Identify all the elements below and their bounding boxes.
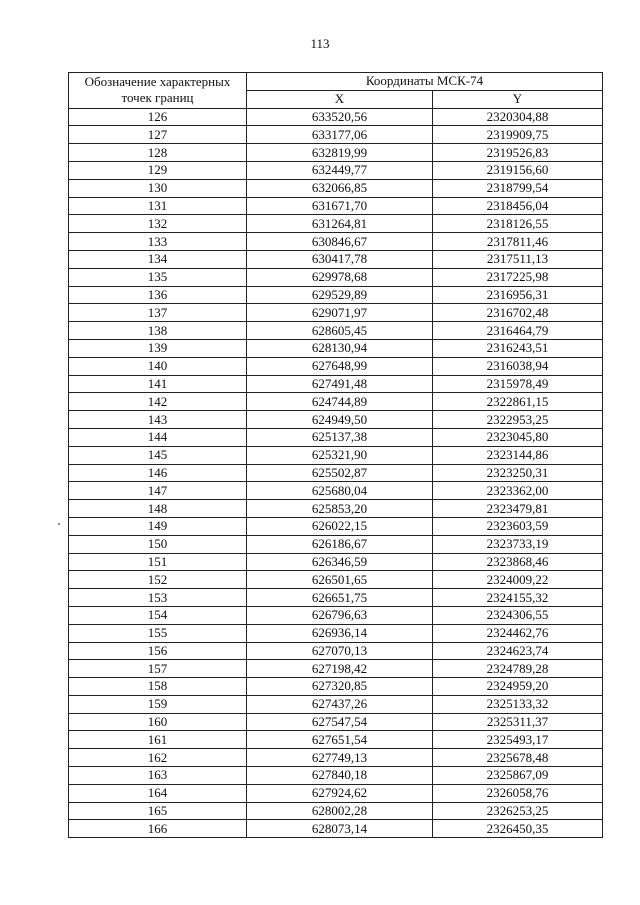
point-id-cell: 159 xyxy=(69,695,247,713)
point-id-cell: 127 xyxy=(69,126,247,144)
x-coordinate-cell: 626936,14 xyxy=(247,624,433,642)
point-id-cell: 149 xyxy=(69,517,247,535)
x-coordinate-cell: 633520,56 xyxy=(247,108,433,126)
point-id-cell: 140 xyxy=(69,357,247,375)
point-id-cell: 154 xyxy=(69,606,247,624)
point-id-cell: 131 xyxy=(69,197,247,215)
point-id-cell: 142 xyxy=(69,393,247,411)
y-coordinate-cell: 2317225,98 xyxy=(433,268,603,286)
table-row xyxy=(69,233,603,251)
y-coordinate-cell: 2325133,32 xyxy=(433,695,603,713)
x-coordinate-cell: 626022,15 xyxy=(247,517,433,535)
x-coordinate-cell: 630417,78 xyxy=(247,250,433,268)
table-row xyxy=(69,731,603,749)
x-coordinate-cell: 628002,28 xyxy=(247,802,433,820)
point-id-cell: 150 xyxy=(69,535,247,553)
coordinates-table xyxy=(68,72,603,838)
table-row xyxy=(69,464,603,482)
x-coordinate-cell: 628605,45 xyxy=(247,322,433,340)
x-coordinate-cell: 627749,13 xyxy=(247,749,433,767)
table-row xyxy=(69,197,603,215)
point-id-cell: 141 xyxy=(69,375,247,393)
page-number: 113 xyxy=(310,36,330,51)
x-coordinate-cell: 626651,75 xyxy=(247,589,433,607)
y-coordinate-cell: 2323868,46 xyxy=(433,553,603,571)
table-body xyxy=(69,108,603,838)
y-coordinate-cell: 2324623,74 xyxy=(433,642,603,660)
y-coordinate-cell: 2316464,79 xyxy=(433,322,603,340)
x-coordinate-cell: 629529,89 xyxy=(247,286,433,304)
x-coordinate-cell: 627198,42 xyxy=(247,660,433,678)
point-id-cell: 132 xyxy=(69,215,247,233)
table-row xyxy=(69,126,603,144)
table-row xyxy=(69,375,603,393)
table-row xyxy=(69,535,603,553)
x-coordinate-cell: 633177,06 xyxy=(247,126,433,144)
y-coordinate-cell: 2319156,60 xyxy=(433,161,603,179)
y-coordinate-cell: 2325311,37 xyxy=(433,713,603,731)
x-coordinate-cell: 627924,62 xyxy=(247,784,433,802)
x-coordinate-cell: 625680,04 xyxy=(247,482,433,500)
y-coordinate-cell: 2323603,59 xyxy=(433,517,603,535)
y-coordinate-cell: 2323144,86 xyxy=(433,446,603,464)
point-id-cell: 166 xyxy=(69,820,247,838)
y-coordinate-cell: 2315978,49 xyxy=(433,375,603,393)
table-row xyxy=(69,108,603,126)
x-coordinate-cell: 627437,26 xyxy=(247,695,433,713)
table-row xyxy=(69,411,603,429)
x-coordinate-cell: 632066,85 xyxy=(247,179,433,197)
y-coordinate-cell: 2323250,31 xyxy=(433,464,603,482)
point-id-cell: 152 xyxy=(69,571,247,589)
y-coordinate-cell: 2324959,20 xyxy=(433,678,603,696)
y-coordinate-cell: 2323045,80 xyxy=(433,428,603,446)
table-row xyxy=(69,446,603,464)
table-row xyxy=(69,322,603,340)
point-id-cell: 135 xyxy=(69,268,247,286)
x-coordinate-cell: 627840,18 xyxy=(247,767,433,785)
scan-speck xyxy=(58,523,60,525)
y-coordinate-cell: 2324306,55 xyxy=(433,606,603,624)
point-id-cell: 145 xyxy=(69,446,247,464)
y-coordinate-cell: 2316702,48 xyxy=(433,304,603,322)
table-row xyxy=(69,802,603,820)
x-coordinate-cell: 627320,85 xyxy=(247,678,433,696)
x-coordinate-cell: 632449,77 xyxy=(247,161,433,179)
x-coordinate-cell: 625137,38 xyxy=(247,428,433,446)
y-coordinate-cell: 2324155,32 xyxy=(433,589,603,607)
point-id-cell: 162 xyxy=(69,749,247,767)
table-row xyxy=(69,268,603,286)
x-coordinate-cell: 626796,63 xyxy=(247,606,433,624)
table-row xyxy=(69,215,603,233)
y-coordinate-cell: 2325678,48 xyxy=(433,749,603,767)
x-coordinate-cell: 630846,67 xyxy=(247,233,433,251)
table-row xyxy=(69,144,603,162)
x-coordinate-cell: 627648,99 xyxy=(247,357,433,375)
y-coordinate-cell: 2318799,54 xyxy=(433,179,603,197)
table-row xyxy=(69,820,603,838)
point-id-cell: 165 xyxy=(69,802,247,820)
point-id-cell: 137 xyxy=(69,304,247,322)
x-coordinate-cell: 624949,50 xyxy=(247,411,433,429)
table-row xyxy=(69,695,603,713)
table-row xyxy=(69,179,603,197)
y-coordinate-cell: 2324009,22 xyxy=(433,571,603,589)
point-id-cell: 157 xyxy=(69,660,247,678)
point-id-cell: 146 xyxy=(69,464,247,482)
x-coordinate-cell: 625321,90 xyxy=(247,446,433,464)
x-coordinate-cell: 626501,65 xyxy=(247,571,433,589)
point-id-cell: 134 xyxy=(69,250,247,268)
point-id-cell: 128 xyxy=(69,144,247,162)
point-id-cell: 129 xyxy=(69,161,247,179)
y-coordinate-cell: 2319526,83 xyxy=(433,144,603,162)
table-row xyxy=(69,428,603,446)
point-id-cell: 136 xyxy=(69,286,247,304)
table-row xyxy=(69,606,603,624)
table-row xyxy=(69,624,603,642)
x-coordinate-cell: 627491,48 xyxy=(247,375,433,393)
y-coordinate-cell: 2317511,13 xyxy=(433,250,603,268)
table-row xyxy=(69,517,603,535)
point-id-cell: 148 xyxy=(69,500,247,518)
x-coordinate-cell: 624744,89 xyxy=(247,393,433,411)
table-row xyxy=(69,393,603,411)
y-coordinate-cell: 2316243,51 xyxy=(433,339,603,357)
y-coordinate-cell: 2322953,25 xyxy=(433,411,603,429)
header-coordinate-system: Координаты МСК-74 xyxy=(247,73,603,91)
y-coordinate-cell: 2322861,15 xyxy=(433,393,603,411)
y-coordinate-cell: 2326450,35 xyxy=(433,820,603,838)
x-coordinate-cell: 629978,68 xyxy=(247,268,433,286)
x-coordinate-cell: 625853,20 xyxy=(247,500,433,518)
x-coordinate-cell: 626346,59 xyxy=(247,553,433,571)
header-boundary-points: Обозначение характерных точек границ xyxy=(69,73,247,109)
x-coordinate-cell: 631671,70 xyxy=(247,197,433,215)
table-row xyxy=(69,767,603,785)
y-coordinate-cell: 2323733,19 xyxy=(433,535,603,553)
y-coordinate-cell: 2316956,31 xyxy=(433,286,603,304)
y-coordinate-cell: 2317811,46 xyxy=(433,233,603,251)
table-row xyxy=(69,678,603,696)
x-coordinate-cell: 626186,67 xyxy=(247,535,433,553)
y-coordinate-cell: 2323479,81 xyxy=(433,500,603,518)
y-coordinate-cell: 2326253,25 xyxy=(433,802,603,820)
table-row xyxy=(69,660,603,678)
point-id-cell: 151 xyxy=(69,553,247,571)
table-row xyxy=(69,642,603,660)
point-id-cell: 161 xyxy=(69,731,247,749)
table-row xyxy=(69,713,603,731)
table-row xyxy=(69,589,603,607)
point-id-cell: 143 xyxy=(69,411,247,429)
y-coordinate-cell: 2325493,17 xyxy=(433,731,603,749)
y-coordinate-cell: 2323362,00 xyxy=(433,482,603,500)
y-coordinate-cell: 2318456,04 xyxy=(433,197,603,215)
point-id-cell: 133 xyxy=(69,233,247,251)
table-row xyxy=(69,304,603,322)
x-coordinate-cell: 625502,87 xyxy=(247,464,433,482)
x-coordinate-cell: 629071,97 xyxy=(247,304,433,322)
table-row xyxy=(69,339,603,357)
table-row xyxy=(69,250,603,268)
point-id-cell: 164 xyxy=(69,784,247,802)
x-coordinate-cell: 632819,99 xyxy=(247,144,433,162)
point-id-cell: 138 xyxy=(69,322,247,340)
y-coordinate-cell: 2316038,94 xyxy=(433,357,603,375)
y-coordinate-cell: 2325867,09 xyxy=(433,767,603,785)
point-id-cell: 130 xyxy=(69,179,247,197)
point-id-cell: 160 xyxy=(69,713,247,731)
table-row xyxy=(69,357,603,375)
point-id-cell: 153 xyxy=(69,589,247,607)
x-coordinate-cell: 628130,94 xyxy=(247,339,433,357)
table-row xyxy=(69,482,603,500)
y-coordinate-cell: 2324789,28 xyxy=(433,660,603,678)
y-coordinate-cell: 2319909,75 xyxy=(433,126,603,144)
point-id-cell: 155 xyxy=(69,624,247,642)
x-coordinate-cell: 627651,54 xyxy=(247,731,433,749)
table-row xyxy=(69,500,603,518)
point-id-cell: 163 xyxy=(69,767,247,785)
header-x: X xyxy=(247,90,433,108)
point-id-cell: 126 xyxy=(69,108,247,126)
y-coordinate-cell: 2326058,76 xyxy=(433,784,603,802)
point-id-cell: 139 xyxy=(69,339,247,357)
y-coordinate-cell: 2324462,76 xyxy=(433,624,603,642)
x-coordinate-cell: 627070,13 xyxy=(247,642,433,660)
table-row xyxy=(69,784,603,802)
table-row xyxy=(69,286,603,304)
point-id-cell: 147 xyxy=(69,482,247,500)
table-row xyxy=(69,553,603,571)
point-id-cell: 158 xyxy=(69,678,247,696)
x-coordinate-cell: 631264,81 xyxy=(247,215,433,233)
table-row xyxy=(69,571,603,589)
y-coordinate-cell: 2320304,88 xyxy=(433,108,603,126)
x-coordinate-cell: 627547,54 xyxy=(247,713,433,731)
table-row xyxy=(69,161,603,179)
x-coordinate-cell: 628073,14 xyxy=(247,820,433,838)
header-y: Y xyxy=(433,90,603,108)
table-row xyxy=(69,749,603,767)
y-coordinate-cell: 2318126,55 xyxy=(433,215,603,233)
point-id-cell: 156 xyxy=(69,642,247,660)
point-id-cell: 144 xyxy=(69,428,247,446)
